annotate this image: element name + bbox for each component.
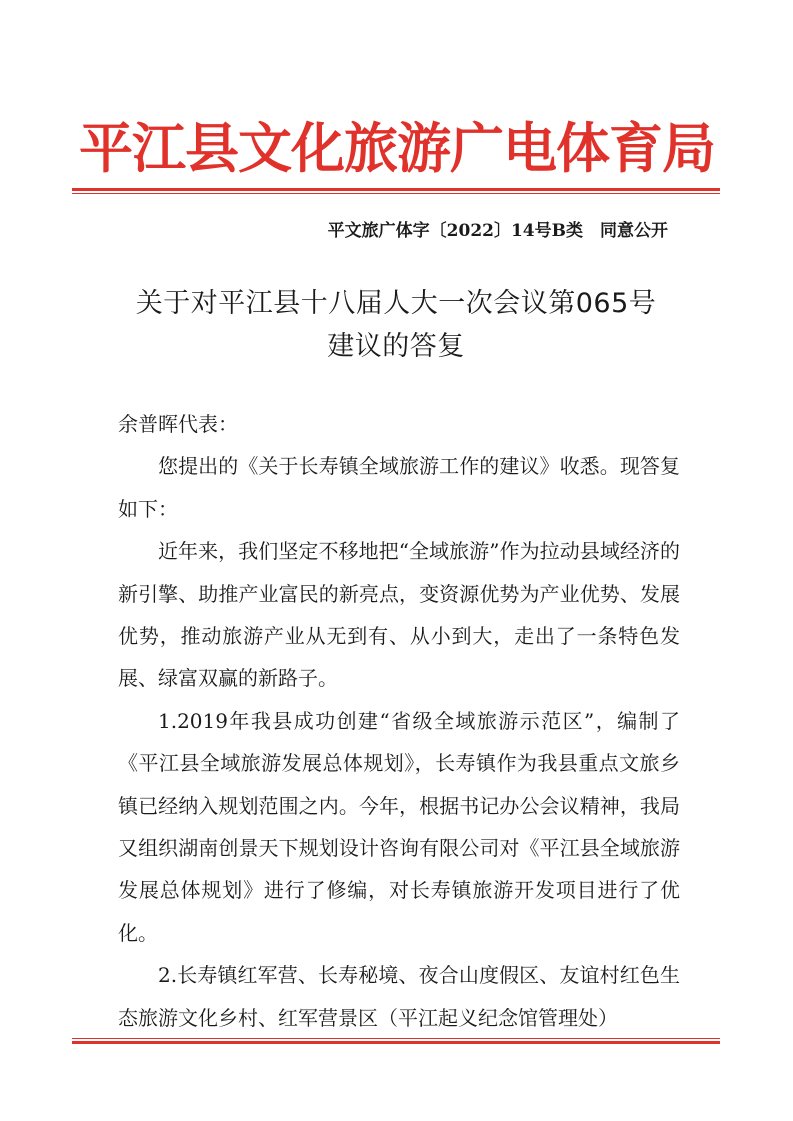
body-paragraph: 您提出的《关于长寿镇全域旅游工作的建议》收悉。现答复如下：: [118, 454, 680, 521]
document-title: [80, 282, 712, 368]
body-paragraph: 近年来，我们坚定不移地把“全域旅游”作为拉动县域经济的新引擎、助推产业富民的新亮点，变资源优势为产业优势、发展优势，推动旅游产业从无到有、从小到大，走出了一条特色发展、绿富双赢的新路子。: [118, 539, 680, 691]
document-title-line-1: 关于对平江县十八届人大一次会议第065号: [135, 288, 657, 319]
body-paragraph: 2.长寿镇红军营、长寿秘境、夜合山度假区、友谊村红色生态旅游文化乡村、红军营景区（平江起义纪念馆管理处）: [118, 963, 680, 1030]
footer-rule-thick: [72, 1041, 720, 1044]
footer-red-rule: [72, 1038, 720, 1044]
letterhead-title: 平江县文化旅游广电体育局: [79, 116, 715, 180]
body-paragraph: 1.2019年我县成功创建“省级全域旅游示范区”，编制了《平江县全域旅游发展总体规划》，长寿镇作为我县重点文旅乡镇已经纳入规划范围之内。今年，根据书记办公会议精神，我局又组织湖南创景天下规划设计咨询有限公司对《平江县全域旅游发展总体规划》进行了修编，对长寿镇旅游开发项目进行了优化。: [118, 708, 680, 945]
red-rule-thick: [72, 188, 720, 191]
document-body: [118, 403, 680, 1039]
red-rule-thin: [72, 193, 720, 194]
salutation: 余普晖代表：: [118, 412, 238, 436]
letterhead-red-rule: [72, 188, 720, 194]
footer-rule-thin: [72, 1038, 720, 1039]
document-number: 平文旅广体字〔2022〕14号B类 同意公开: [327, 221, 668, 241]
document-title-line-2: 建议的答复: [327, 331, 465, 362]
